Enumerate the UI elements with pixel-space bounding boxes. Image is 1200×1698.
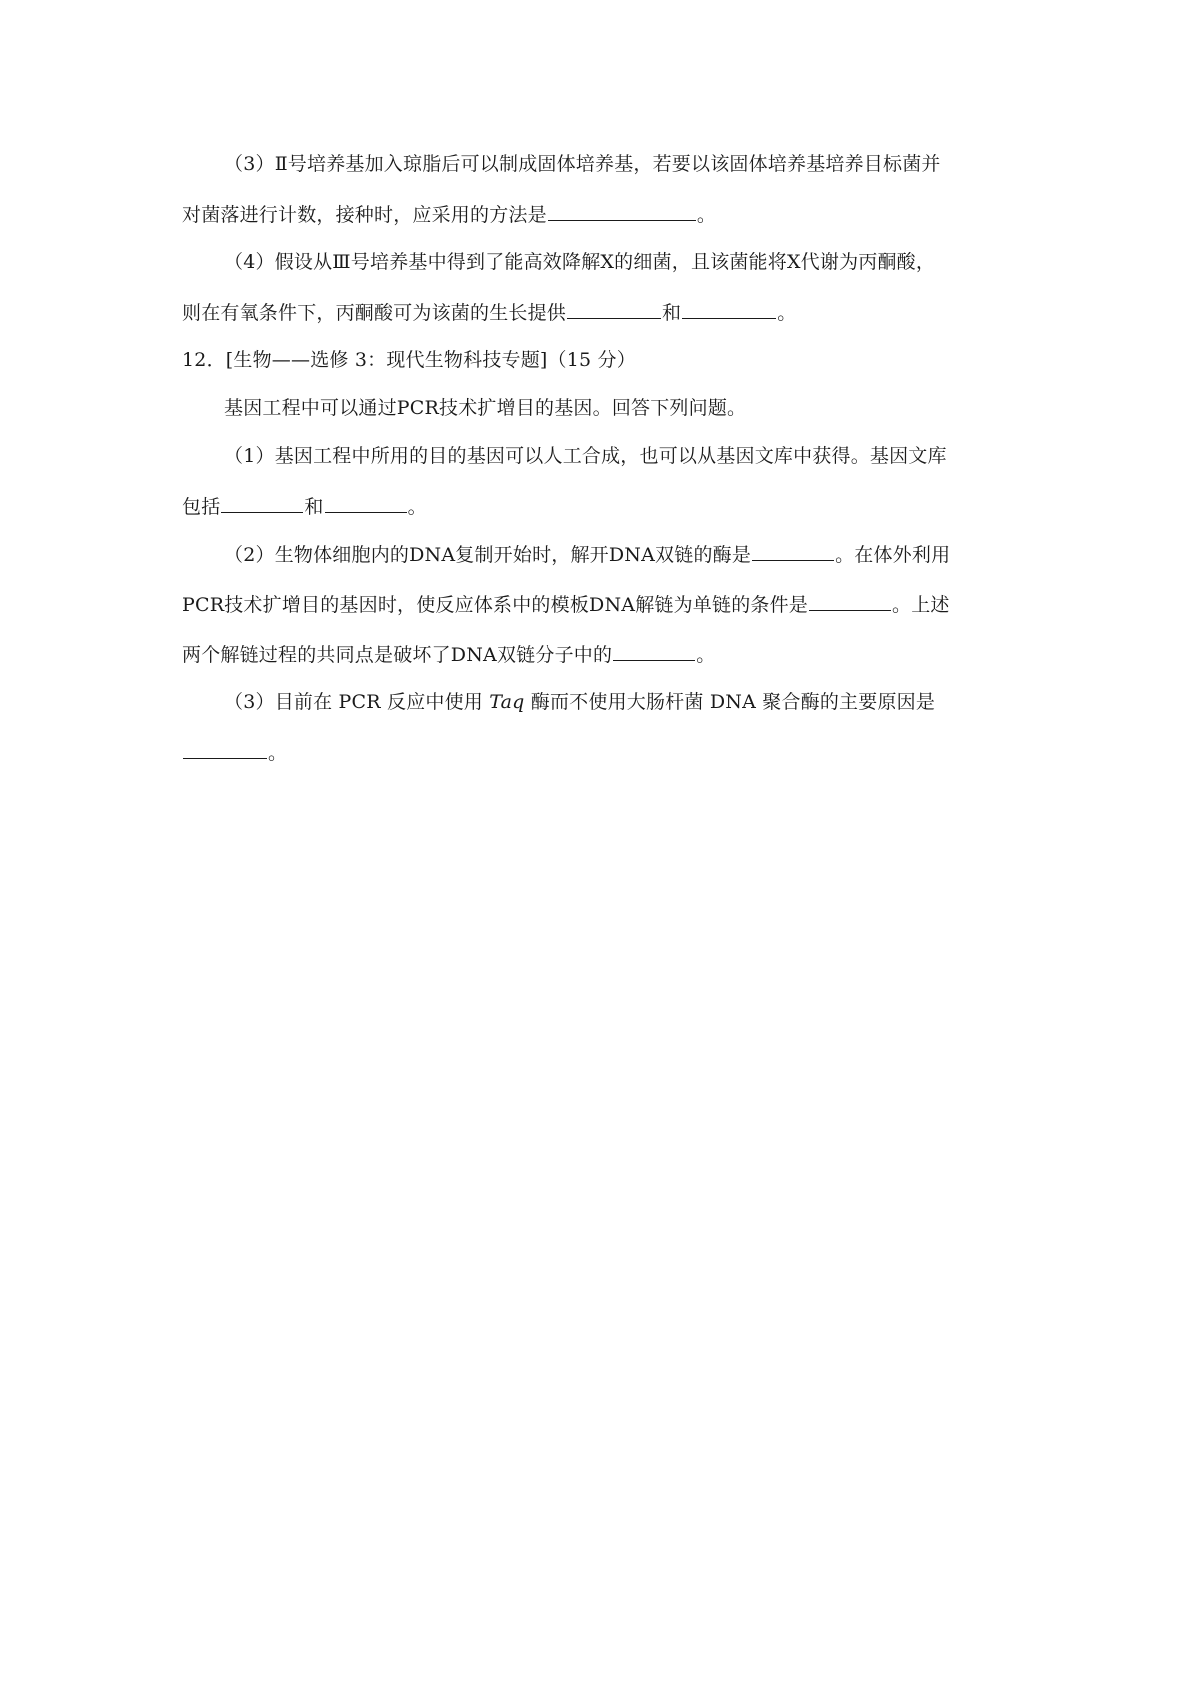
taq-italic-text: Taq	[489, 691, 525, 713]
q11-part4-line2	[182, 300, 1020, 324]
answer-blank[interactable]	[567, 300, 661, 319]
answer-blank[interactable]	[221, 494, 303, 513]
q12-part2-line1	[182, 542, 1020, 566]
answer-blank[interactable]	[325, 494, 407, 513]
q12-part3-text1-end: 酶而不使用大肠杆菌 DNA 聚合酶的主要原因是	[524, 691, 936, 713]
exam-content	[182, 152, 1020, 764]
q11-part3-text1: （3）Ⅱ号培养基加入琼脂后可以制成固体培养基，若要以该固体培养基培养目标菌并	[224, 153, 941, 175]
answer-blank[interactable]	[809, 592, 891, 611]
q12-part1-text1: （1）基因工程中所用的目的基因可以人工合成，也可以从基因文库中获得。基因文库	[224, 445, 947, 467]
punctuation: 。	[268, 742, 288, 764]
punctuation: 。	[696, 204, 717, 226]
q11-part3-text2: 对菌落进行计数，接种时，应采用的方法是	[182, 204, 547, 226]
q12-intro	[182, 396, 1020, 420]
q12-part2-text2: PCR技术扩增目的基因时，使反应体系中的模板DNA解链为单链的条件是	[182, 594, 809, 616]
q12-header	[182, 348, 1020, 372]
answer-blank[interactable]	[548, 202, 696, 221]
punctuation: 。	[777, 302, 797, 324]
answer-blank[interactable]	[752, 542, 834, 561]
q12-part1-text2: 包括	[182, 496, 221, 518]
q12-part2-line2	[182, 592, 1020, 616]
q11-part4-line1	[182, 250, 1020, 274]
q12-part2-text1: （2）生物体细胞内的DNA复制开始时，解开DNA双链的酶是	[224, 544, 752, 566]
q12-part3-line1	[182, 690, 1020, 714]
q12-part1-line1	[182, 444, 1020, 468]
q12-intro-text: 基因工程中可以通过PCR技术扩增目的基因。回答下列问题。	[224, 397, 747, 419]
q11-part3-line1	[182, 152, 1020, 176]
q12-part3-text1: （3）目前在 PCR 反应中使用	[224, 691, 490, 713]
q12-part2-text2-end: 。上述	[892, 594, 950, 616]
answer-blank[interactable]	[682, 300, 776, 319]
q11-part4-text1: （4）假设从Ⅲ号培养基中得到了能高效降解X的细菌，且该菌能将X代谢为丙酮酸，	[224, 251, 936, 273]
q12-part3-line2	[182, 740, 1020, 764]
punctuation: 。	[407, 496, 427, 518]
q11-part3-line2	[182, 202, 1020, 226]
q12-part1-line2	[182, 494, 1020, 518]
q12-part2-text3: 两个解链过程的共同点是破坏了DNA双链分子中的	[182, 644, 613, 666]
q12-part2-line3	[182, 642, 1020, 666]
answer-blank[interactable]	[183, 740, 267, 759]
q12-title: 12．[生物——选修 3：现代生物科技专题]（15 分）	[182, 349, 636, 371]
punctuation: 。	[696, 644, 716, 666]
conjunction-text: 和	[304, 496, 324, 518]
q11-part4-text2: 则在有氧条件下，丙酮酸可为该菌的生长提供	[182, 302, 567, 324]
answer-blank[interactable]	[613, 642, 695, 661]
q12-part2-text1-end: 。在体外利用	[835, 544, 951, 566]
conjunction-text: 和	[662, 302, 682, 324]
